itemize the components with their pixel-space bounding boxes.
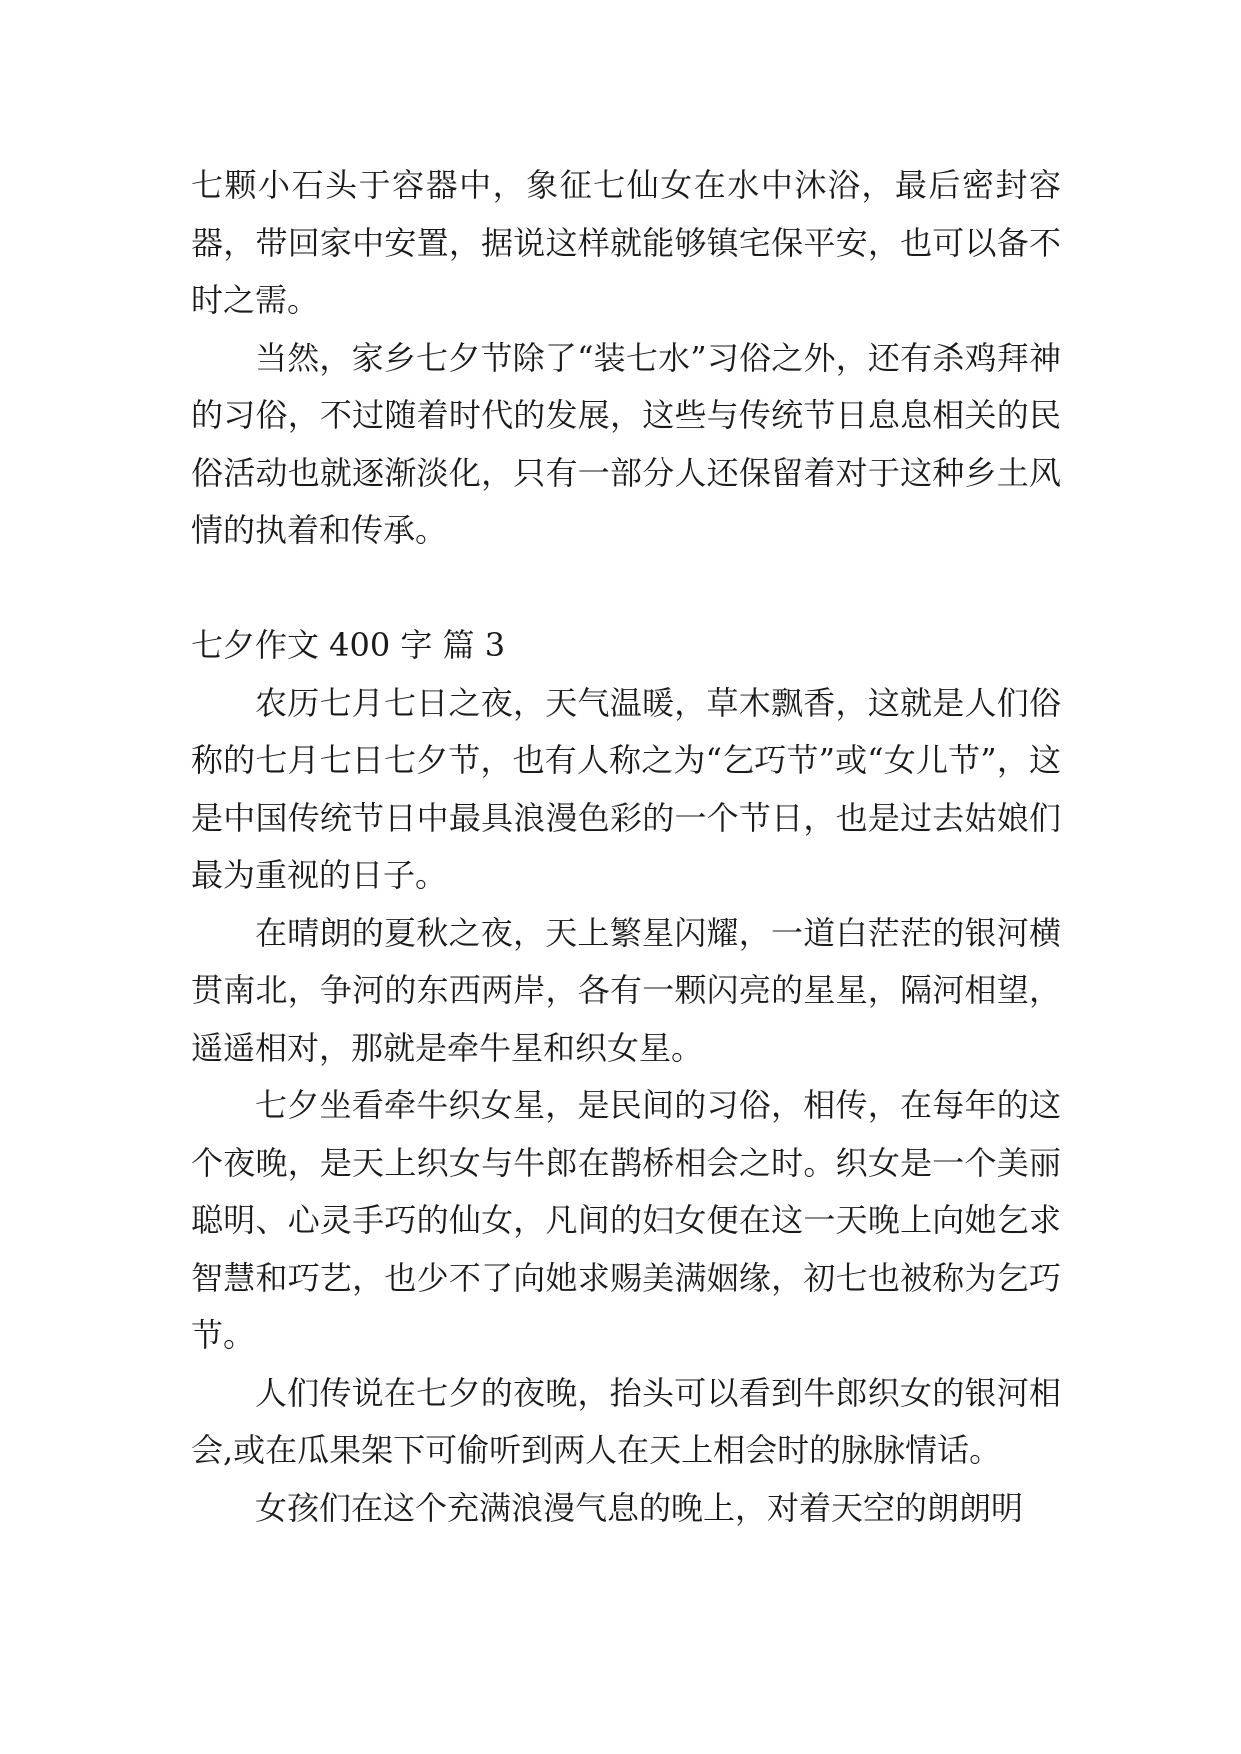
document-body bbox=[191, 157, 1061, 1537]
paragraph: 七夕坐看牵牛织女星，是民间的习俗，相传，在每年的这个夜晚，是天上织女与牛郎在鹊桥相会之时。织女是一个美丽聪明、心灵手巧的仙女，凡间的妇女便在这一天晚上向她乞求智慧和巧艺，也少不了向她求赐美满姻缘，初七也被称为乞巧节。 bbox=[191, 1086, 1061, 1354]
section-spacer bbox=[191, 560, 1061, 618]
paragraph: 女孩们在这个充满浪漫气息的晚上，对着天空的朗朗明 bbox=[255, 1488, 1024, 1527]
paragraph: 七颗小石头于容器中，象征七仙女在水中沐浴，最后密封容器，带回家中安置，据说这样就能够镇宅保平安，也可以备不时之需。 bbox=[191, 166, 1061, 319]
paragraph: 农历七月七日之夜，天气温暖，草木飘香，这就是人们俗称的七月七日七夕节，也有人称之为“乞巧节”或“女儿节”，这是中国传统节日中最具浪漫色彩的一个节日，也是过去姑娘们最为重视的日子。 bbox=[191, 683, 1061, 894]
section-heading: 七夕作文 400 字 篇 3 bbox=[191, 626, 506, 664]
paragraph: 人们传说在七夕的夜晚，抬头可以看到牛郎织女的银河相会,或在瓜果架下可偷听到两人在天上相会时的脉脉情话。 bbox=[191, 1373, 1061, 1469]
paragraph: 在晴朗的夏秋之夜，天上繁星闪耀，一道白茫茫的银河横贯南北，争河的东西两岸，各有一颗闪亮的星星，隔河相望，遥遥相对，那就是牵牛星和织女星。 bbox=[191, 913, 1061, 1067]
paragraph: 当然，家乡七夕节除了“装七水”习俗之外，还有杀鸡拜神的习俗，不过随着时代的发展，这些与传统节日息息相关的民俗活动也就逐渐淡化，只有一部分人还保留着对于这种乡土风情的执着和传承。 bbox=[191, 338, 1061, 549]
